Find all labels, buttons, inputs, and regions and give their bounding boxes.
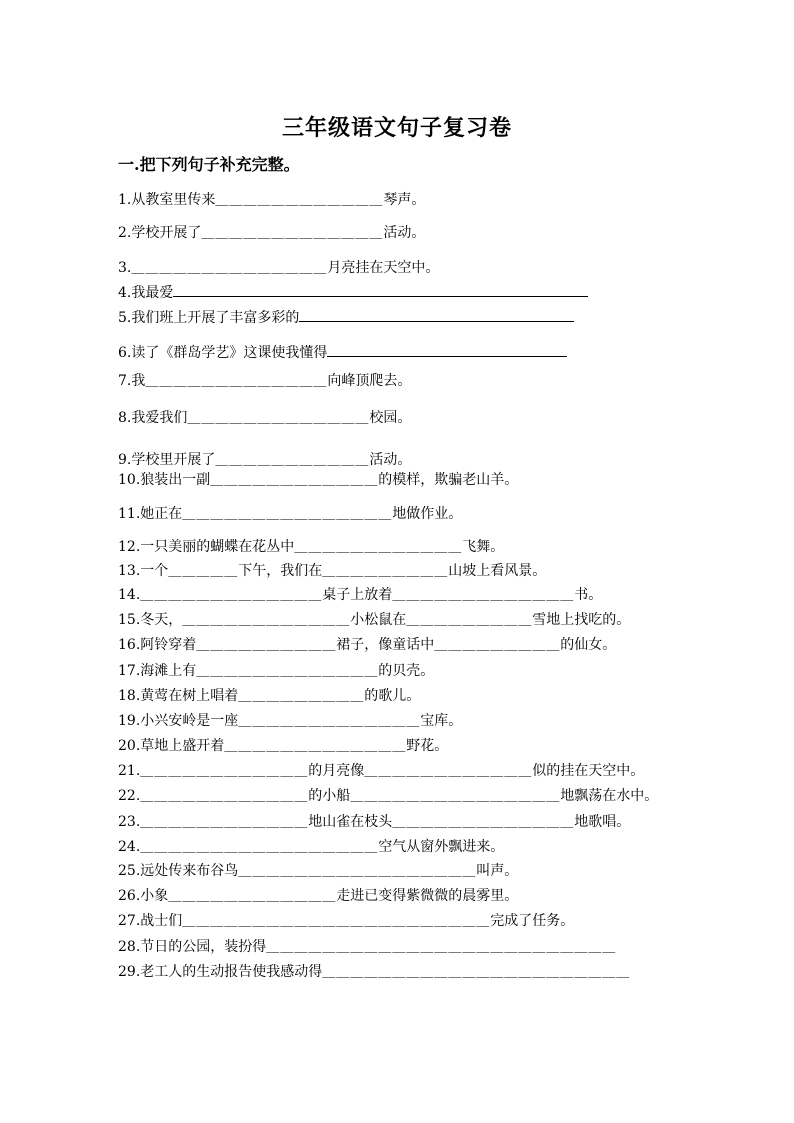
- answer-blank[interactable]: ＿＿＿＿＿＿＿＿＿＿＿＿: [294, 540, 463, 555]
- answer-blank[interactable]: ＿＿＿＿＿＿＿＿＿＿＿＿＿: [238, 714, 421, 729]
- question-text: 地做作业。: [392, 506, 463, 522]
- question-line: [118, 786, 658, 807]
- answer-line[interactable]: [173, 281, 588, 297]
- answer-blank[interactable]: ＿＿＿＿＿＿＿＿＿＿＿＿＿: [196, 664, 379, 679]
- question-text: 校园。: [369, 410, 412, 426]
- question-line: [118, 371, 411, 392]
- question-line: [118, 610, 630, 631]
- answer-line[interactable]: [299, 306, 574, 322]
- question-text: 7.我: [118, 373, 146, 389]
- question-text: 19.小兴安岭是一座: [118, 713, 239, 729]
- answer-blank[interactable]: ＿＿＿＿＿＿＿＿＿＿＿＿: [210, 473, 379, 488]
- question-text: 20.草地上盛开着: [118, 738, 225, 754]
- question-line: [118, 281, 588, 303]
- answer-blank[interactable]: ＿＿＿＿＿＿＿＿＿＿＿＿＿＿: [131, 261, 328, 276]
- question-text: 活动。: [369, 452, 412, 468]
- question-line: [118, 504, 462, 525]
- answer-blank[interactable]: ＿＿＿＿＿＿＿＿＿＿＿＿: [215, 193, 384, 208]
- question-text: 29.老工人的生动报告使我感动得: [118, 964, 323, 980]
- question-text: 活动。: [383, 225, 426, 241]
- question-line: [118, 408, 411, 429]
- answer-blank[interactable]: ＿＿＿＿＿＿＿＿＿＿＿＿: [364, 764, 533, 779]
- answer-blank[interactable]: ＿＿＿＿＿＿＿＿＿＿＿＿: [168, 889, 337, 904]
- question-text: 野花。: [406, 738, 449, 754]
- question-text: 月亮挂在天空中。: [327, 260, 440, 276]
- answer-blank[interactable]: ＿＿＿＿＿＿＿＿＿＿＿＿＿: [145, 374, 328, 389]
- answer-blank[interactable]: ＿＿＿＿＿＿＿＿＿: [434, 638, 561, 653]
- answer-blank[interactable]: ＿＿＿＿＿＿＿＿＿＿＿＿＿: [140, 588, 323, 603]
- question-line: [118, 686, 420, 707]
- question-text: 18.黄莺在树上唱着: [118, 688, 239, 704]
- answer-blank[interactable]: ＿＿＿＿＿＿＿＿＿＿＿＿＿: [187, 411, 370, 426]
- question-line: [118, 962, 630, 983]
- answer-blank[interactable]: ＿＿＿＿＿＿＿＿＿＿＿＿＿: [201, 226, 384, 241]
- answer-blank[interactable]: ＿＿＿＿＿＿＿＿＿＿: [196, 638, 337, 653]
- question-text: 16.阿铃穿着: [118, 637, 197, 653]
- question-line: [118, 561, 546, 582]
- question-text: 的月亮像: [308, 763, 365, 779]
- question-text: 4.我最爱: [118, 285, 174, 301]
- question-text: 空气从窗外飘进来。: [378, 839, 505, 855]
- question-line: [118, 661, 434, 682]
- answer-blank[interactable]: ＿＿＿＿＿＿＿＿＿＿＿＿: [140, 789, 309, 804]
- question-line: [118, 937, 616, 958]
- question-text: 向峰顶爬去。: [327, 373, 412, 389]
- question-text: 山坡上看风景。: [448, 563, 547, 579]
- question-text: 12.一只美丽的蝴蝶在花丛中: [118, 539, 295, 555]
- question-line: [118, 585, 602, 606]
- question-line: [118, 450, 411, 471]
- answer-blank[interactable]: ＿＿＿＿＿＿＿＿＿＿＿: [215, 453, 370, 468]
- question-text: 的仙女。: [560, 637, 617, 653]
- question-text: 23.: [118, 814, 141, 830]
- answer-blank[interactable]: ＿＿＿＿＿＿＿＿＿: [322, 564, 449, 579]
- question-line: [118, 711, 462, 732]
- question-line: [118, 886, 518, 907]
- question-text: 琴声。: [383, 192, 426, 208]
- question-text: 14.: [118, 587, 141, 603]
- question-text: 6.读了《群岛学艺》这课使我懂得: [118, 345, 328, 361]
- question-text: 裙子，像童话中: [336, 637, 435, 653]
- question-line: [118, 635, 616, 656]
- question-text: 27.战士们: [118, 913, 183, 929]
- question-text: 1.从教室里传来: [118, 192, 216, 208]
- question-text: 叫声。: [476, 863, 519, 879]
- worksheet-title: 三年级语文句子复习卷: [281, 115, 512, 141]
- answer-blank[interactable]: ＿＿＿＿＿＿＿＿＿＿＿＿＿＿＿＿＿: [140, 840, 379, 855]
- question-text: 24.: [118, 839, 141, 855]
- question-text: 的贝壳。: [378, 663, 435, 679]
- question-text: 书。: [574, 587, 603, 603]
- answer-blank[interactable]: ＿＿＿＿＿＿＿＿＿＿＿＿＿＿＿＿＿: [238, 864, 477, 879]
- question-text: 26.小象: [118, 888, 169, 904]
- question-text: 5.我们班上开展了丰富多彩的: [118, 310, 300, 326]
- question-text: 小松鼠在: [350, 612, 407, 628]
- answer-blank[interactable]: ＿＿＿＿＿＿＿＿＿＿＿＿＿＿＿＿＿＿＿＿＿＿: [322, 965, 631, 980]
- answer-blank[interactable]: ＿＿＿＿＿＿＿＿＿＿＿＿＿＿＿＿＿＿＿＿＿＿: [182, 914, 491, 929]
- question-text: 10.狼装出一副: [118, 472, 211, 488]
- question-line: [118, 761, 644, 782]
- answer-blank[interactable]: ＿＿＿＿＿＿＿＿＿＿＿＿＿＿＿＿＿＿＿＿＿＿＿＿＿: [266, 940, 617, 955]
- question-line: [118, 537, 504, 558]
- question-text: 地山雀在枝头: [308, 814, 393, 830]
- question-line: [118, 861, 518, 882]
- question-line: [118, 190, 425, 211]
- question-text: 9.学校里开展了: [118, 452, 216, 468]
- answer-line[interactable]: [327, 341, 567, 357]
- question-line: [118, 812, 630, 833]
- question-text: 地飘荡在水中。: [560, 788, 659, 804]
- answer-blank[interactable]: ＿＿＿＿＿＿＿＿＿＿＿＿＿＿＿: [182, 507, 393, 522]
- question-text: 21.: [118, 763, 141, 779]
- question-text: 17.海滩上有: [118, 663, 197, 679]
- question-text: 3.: [118, 260, 132, 276]
- answer-blank[interactable]: ＿＿＿＿＿＿＿＿＿＿＿＿＿＿＿: [350, 789, 561, 804]
- question-text: 雪地上找吃的。: [532, 612, 631, 628]
- question-text: 似的挂在天空中。: [532, 763, 645, 779]
- question-text: 宝库。: [420, 713, 463, 729]
- question-line: [118, 223, 425, 244]
- question-text: 地歌唱。: [574, 814, 631, 830]
- question-line: [118, 306, 574, 328]
- answer-blank[interactable]: ＿＿＿＿＿＿＿＿＿＿＿＿＿: [224, 739, 407, 754]
- question-text: 的小船: [308, 788, 351, 804]
- question-text: 下午，我们在: [238, 563, 323, 579]
- question-text: 28.节日的公园，装扮得: [118, 939, 267, 955]
- question-text: 11.她正在: [118, 506, 183, 522]
- question-text: 2.学校开展了: [118, 225, 202, 241]
- answer-blank[interactable]: ＿＿＿＿＿＿＿＿＿＿＿＿＿: [392, 588, 575, 603]
- question-line: [118, 341, 567, 363]
- question-text: 8.我爱我们: [118, 410, 188, 426]
- answer-blank[interactable]: ＿＿＿＿＿＿＿＿＿＿＿＿: [182, 613, 351, 628]
- question-text: 完成了任务。: [490, 913, 575, 929]
- answer-blank[interactable]: ＿＿＿＿＿: [168, 564, 239, 579]
- question-line: [118, 258, 439, 279]
- section-heading: 一.把下列句子补充完整。: [118, 155, 300, 174]
- question-text: 25.远处传来布谷鸟: [118, 863, 239, 879]
- question-text: 15.冬天，: [118, 612, 183, 628]
- answer-blank[interactable]: ＿＿＿＿＿＿＿＿＿: [406, 613, 533, 628]
- question-line: [118, 837, 504, 858]
- question-text: 的模样，欺骗老山羊。: [378, 472, 519, 488]
- question-text: 的歌儿。: [364, 688, 421, 704]
- answer-blank[interactable]: ＿＿＿＿＿＿＿＿＿＿＿＿: [140, 764, 309, 779]
- question-line: [118, 736, 448, 757]
- question-text: 13.一个: [118, 563, 169, 579]
- answer-blank[interactable]: ＿＿＿＿＿＿＿＿＿＿＿＿: [140, 815, 309, 830]
- question-text: 飞舞。: [462, 539, 505, 555]
- question-line: [118, 911, 574, 932]
- question-line: [118, 470, 518, 491]
- question-text: 桌子上放着: [322, 587, 393, 603]
- answer-blank[interactable]: ＿＿＿＿＿＿＿＿＿＿＿＿＿: [392, 815, 575, 830]
- answer-blank[interactable]: ＿＿＿＿＿＿＿＿＿: [238, 689, 365, 704]
- question-text: 22.: [118, 788, 141, 804]
- question-text: 走进已变得紫微微的晨雾里。: [336, 888, 519, 904]
